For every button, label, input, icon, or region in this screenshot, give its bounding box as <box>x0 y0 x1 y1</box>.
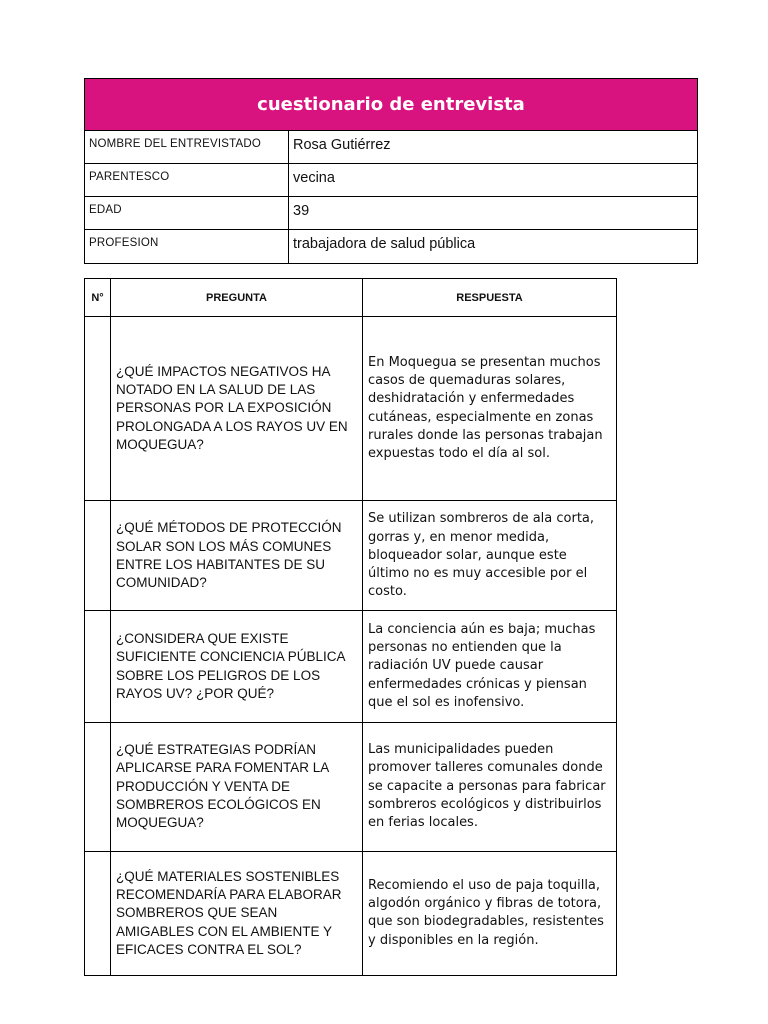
document-title: cuestionario de entrevista <box>85 79 697 131</box>
info-label: NOMBRE DEL ENTREVISTADO <box>85 131 289 163</box>
row-number <box>85 317 111 501</box>
info-label: EDAD <box>85 197 289 229</box>
table-row <box>85 851 617 975</box>
row-number <box>85 611 111 722</box>
header-answer: RESPUESTA <box>363 279 617 317</box>
table-row <box>85 722 617 851</box>
header-question: PREGUNTA <box>111 279 363 317</box>
table-header-row <box>85 279 617 317</box>
row-number <box>85 501 111 611</box>
info-value: 39 <box>293 203 310 219</box>
row-number <box>85 851 111 975</box>
question-answer-table <box>84 278 617 976</box>
question-cell: ¿CONSIDERA QUE EXISTE SUFICIENTE CONCIENCIA PÚBLICA SOBRE LOS PELIGROS DE LOS RAYOS UV? ¿POR QUÉ? <box>111 611 363 722</box>
table-row <box>85 501 617 611</box>
question-cell: ¿QUÉ ESTRATEGIAS PODRÍAN APLICARSE PARA FOMENTAR LA PRODUCCIÓN Y VENTA DE SOMBREROS ECOLÓGICOS EN MOQUEGUA? <box>111 722 363 851</box>
table-row <box>85 611 617 722</box>
header-number: N° <box>85 279 111 317</box>
interview-info-table <box>84 78 698 264</box>
answer-cell: Recomiendo el uso de paja toquilla, algodón orgánico y fibras de totora, que son biodegradables, resistentes y disponibles en la región. <box>363 851 617 975</box>
question-cell: ¿QUÉ IMPACTOS NEGATIVOS HA NOTADO EN LA SALUD DE LAS PERSONAS POR LA EXPOSICIÓN PROLONGADA A LOS RAYOS UV EN MOQUEGUA? <box>111 317 363 501</box>
info-row-name <box>85 131 697 164</box>
answer-cell: Se utilizan sombreros de ala corta, gorras y, en menor medida, bloqueador solar, aunque este último no es muy accesible por el costo. <box>363 501 617 611</box>
info-value: vecina <box>293 170 335 186</box>
info-label: PARENTESCO <box>85 164 289 196</box>
answer-cell: En Moquegua se presentan muchos casos de quemaduras solares, deshidratación y enfermedades cutáneas, especialmente en zonas rurales donde las personas trabajan expuestas todo el día al sol. <box>363 317 617 501</box>
info-label: PROFESION <box>85 230 289 263</box>
info-row-profession <box>85 230 697 263</box>
question-cell: ¿QUÉ MÉTODOS DE PROTECCIÓN SOLAR SON LOS MÁS COMUNES ENTRE LOS HABITANTES DE SU COMUNIDAD? <box>111 501 363 611</box>
info-row-relationship <box>85 164 697 197</box>
info-value: trabajadora de salud pública <box>293 236 476 252</box>
row-number <box>85 722 111 851</box>
question-cell: ¿QUÉ MATERIALES SOSTENIBLES RECOMENDARÍA PARA ELABORAR SOMBREROS QUE SEAN AMIGABLES CON EL AMBIENTE Y EFICACES CONTRA EL SOL? <box>111 851 363 975</box>
answer-cell: Las municipalidades pueden promover talleres comunales donde se capacite a personas para fabricar sombreros ecológicos y distribuirlos en ferias locales. <box>363 722 617 851</box>
info-row-age <box>85 197 697 230</box>
answer-cell: La conciencia aún es baja; muchas personas no entienden que la radiación UV puede causar enfermedades crónicas y piensan que el sol es inofensivo. <box>363 611 617 722</box>
table-row <box>85 317 617 501</box>
info-value: Rosa Gutiérrez <box>293 137 391 153</box>
